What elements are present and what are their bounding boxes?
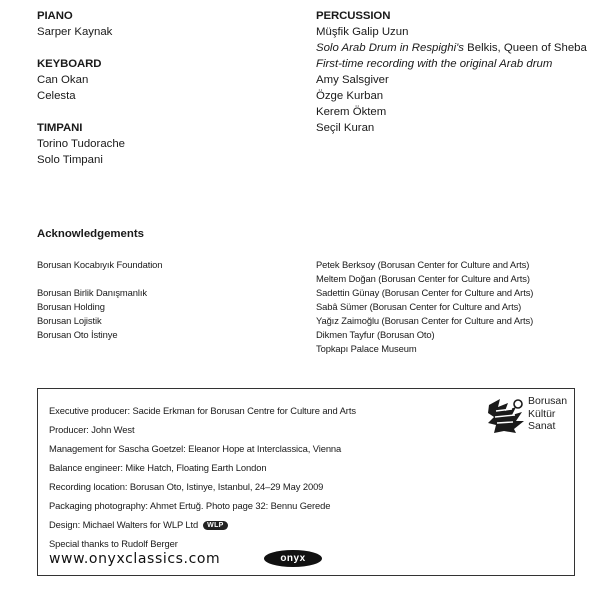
ack-item: Borusan Birlik Danışmanlık bbox=[37, 287, 147, 298]
performer-name: Torino Tudorache bbox=[37, 138, 126, 150]
section-heading: TIMPANI bbox=[37, 122, 83, 134]
website-link[interactable]: www.onyxclassics.com bbox=[49, 551, 221, 567]
ack-item: Sadettin Günay (Borusan Center for Culture and Arts) bbox=[316, 287, 534, 298]
performer-name: Can Okan bbox=[37, 74, 89, 86]
performer-role: Solo Timpani bbox=[37, 154, 103, 166]
performer-name: Özge Kurban bbox=[316, 90, 384, 102]
borusan-logo-text bbox=[528, 395, 567, 433]
credit-producer: Producer: John West bbox=[49, 424, 135, 435]
performer-name: Seçil Kuran bbox=[316, 122, 375, 134]
ack-item: Yağız Zaimoğlu (Borusan Center for Culture and Arts) bbox=[316, 315, 534, 326]
performer-name: Kerem Öktem bbox=[316, 106, 387, 118]
logo-line: Borusan bbox=[528, 395, 568, 407]
credit-design-text: Design: Michael Walters for WLP Ltd bbox=[49, 519, 199, 530]
credit-recording-location: Recording location: Borusan Oto, Istinye, Istanbul, 24–29 May 2009 bbox=[49, 481, 324, 492]
ack-item: Sabâ Sümer (Borusan Center for Culture and Arts) bbox=[316, 301, 522, 312]
ack-item: Borusan Oto İstinye bbox=[37, 329, 118, 340]
credit-balance-engineer: Balance engineer: Mike Hatch, Floating Earth London bbox=[49, 462, 267, 473]
performer-note bbox=[316, 40, 596, 56]
section-heading: PIANO bbox=[37, 10, 73, 22]
ack-spacer bbox=[37, 272, 297, 286]
note-italic: Solo Arab Drum in Respighi's bbox=[316, 42, 464, 54]
section-piano bbox=[37, 8, 297, 40]
borusan-drum-mark-icon bbox=[486, 397, 526, 435]
section-keyboard bbox=[37, 56, 297, 104]
section-heading: PERCUSSION bbox=[316, 10, 391, 22]
credit-executive-producer: Executive producer: Sacide Erkman for Borusan Centre for Culture and Arts bbox=[49, 405, 356, 416]
acknowledgements-left bbox=[37, 258, 297, 342]
ack-item: Meltem Doğan (Borusan Center for Culture and Arts) bbox=[316, 273, 530, 284]
performer-name: Müşfik Galip Uzun bbox=[316, 26, 409, 38]
performer-role: Celesta bbox=[37, 90, 76, 102]
ack-item: Borusan Holding bbox=[37, 301, 105, 312]
performer-name: Sarper Kaynak bbox=[37, 26, 113, 38]
ack-item: Borusan Kocabıyık Foundation bbox=[37, 259, 163, 270]
logo-line: Kültür bbox=[528, 407, 556, 420]
credit-management: Management for Sascha Goetzel: Eleanor Hope at Interclassica, Vienna bbox=[49, 443, 342, 454]
acknowledgements-right bbox=[316, 258, 596, 356]
personnel-left-column bbox=[37, 8, 297, 168]
section-heading: KEYBOARD bbox=[37, 58, 102, 70]
credit-packaging-photography: Packaging photography: Ahmet Ertuğ. Photo page 32: Bennu Gerede bbox=[49, 500, 331, 511]
ack-item: Petek Berksoy (Borusan Center for Culture and Arts) bbox=[316, 259, 530, 270]
credits-list bbox=[49, 401, 356, 553]
credits-box bbox=[37, 388, 575, 576]
section-timpani bbox=[37, 120, 297, 168]
credit-design bbox=[49, 515, 356, 534]
acknowledgements-heading: Acknowledgements bbox=[37, 228, 144, 240]
borusan-logo bbox=[486, 395, 570, 437]
performer-name: Amy Salsgiver bbox=[316, 74, 389, 86]
onyx-logo: onyx bbox=[264, 550, 322, 567]
ack-item: Dikmen Tayfur (Borusan Oto) bbox=[316, 329, 435, 340]
personnel-right-column bbox=[316, 8, 596, 136]
note-rest: Belkis, Queen of Sheba bbox=[464, 42, 587, 54]
credit-special-thanks: Special thanks to Rudolf Berger bbox=[49, 538, 178, 549]
ack-item: Topkapı Palace Museum bbox=[316, 343, 417, 354]
performer-note-italic: First-time recording with the original Arab drum bbox=[316, 58, 553, 70]
wlp-logo: WLP bbox=[203, 521, 227, 530]
ack-item: Borusan Lojistik bbox=[37, 315, 102, 326]
logo-line: Sanat bbox=[528, 420, 556, 432]
